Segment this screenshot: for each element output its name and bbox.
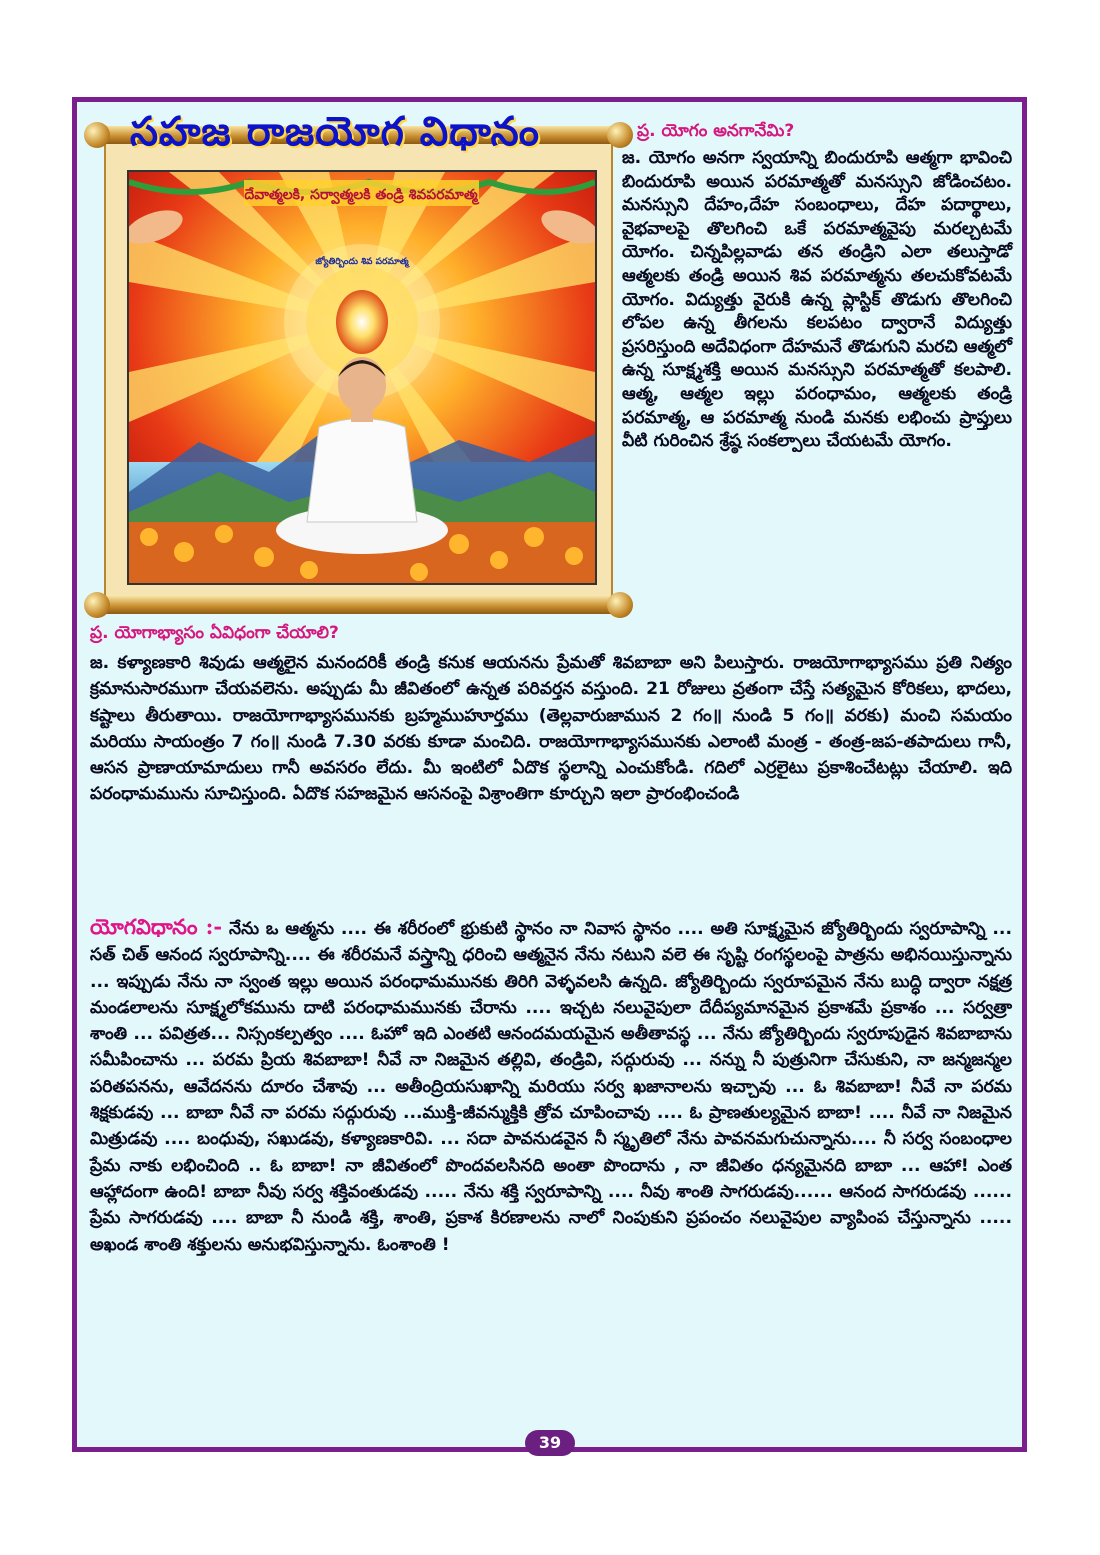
scroll-knob-icon [84,122,110,148]
painting-image [129,172,595,583]
meditation-paragraph [90,914,1012,1258]
answer-how-to-practice: జ. కళ్యాణకారి శివుడు ఆత్మలైన మనందరికీ తండ్రి కనుక ఆయనను ప్రేమతో శివబాబా అని పిలుస్తారు. రాజయోగాభ్యాసము ప్రతి నిత్యం క్రమానుసారముగా చేయవలెను. అప్పుడు మీ జీవితంలో ఉన్నత పరివర్తన వస్తుంది. 21 రోజులు వ్రతంగా చేస్తే సత్యమైన కోరికలు, భాదలు, కష్టాలు తీరుతాయి. రాజయోగాభ్యాసమునకు బ్రహ్మముహూర్తము (తెల్లవారుజామున 2 గం॥ నుండి 5 గం॥ వరకు) మంచి సమయం మరియు సాయంత్రం 7 గం॥ నుండి 7.30 వరకు కూడా మంచిది. రాజయోగాభ్యాసమునకు ఎలాంటి మంత్ర - తంత్ర-జప-తపాదులు గానీ, ఆసన ప్రాణాయామాదులు గానీ అవసరం లేదు. మీ ఇంటిలో ఏదొక స్థలాన్ని ఎంచుకోండి. గదిలో ఎర్రలైటు ప్రకాశించేటట్లు చేయాలి. ఇది పరంధామమును సూచిస్తుంది. ఏదొక సహజమైన ఆసనంపై విశ్రాంతిగా కూర్చుని ఇలా ప్రారంభించండి [90,653,1012,805]
scroll-knob-icon [84,592,110,618]
question-what-is-yoga: ప్ర. యోగం అనగానేమి? [637,121,795,141]
page-number: 39 [525,1430,575,1456]
meditation-heading: యోగవిధానం :- [90,914,223,939]
page-title: సహజ రాజయోగ విధానం [130,108,540,155]
question-how-to-practice: ప్ర. యోగాభ్యాసం ఏవిధంగా చేయాలి? [90,623,339,643]
painting-halo-text: జ్యోతిర్బిందు శివ పరమాత్మ [315,257,409,267]
painting-banner: దేవాత్మలకి, సర్వాత్మలకి తండ్రి శివపరమాత్మ [244,187,478,203]
answer-what-is-yoga: జ. యోగం అనగా స్వయాన్ని బిందురూపి ఆత్మగా భావించి బిందురూపి అయిన పరమాత్మతో మనస్సుని జోడించటం. మనస్సుని దేహం,దేహ సంబంధాలు, దేహ పదార్థాలు, వైభవాలపై తొలగించి ఒకే పరమాత్మవైపు మరల్చటమే యోగం. చిన్నపిల్లవాడు తన తండ్రిని ఎలా తలుస్తాడో ఆత్మలకు తండ్రి అయిన శివ పరమాత్మను తలచుకోవటమే యోగం. విద్యుత్తు వైరుకి ఉన్న ప్లాస్టిక్ తొడుగు తొలగించి లోపల ఉన్న తీగలను కలపటం ద్వారానే విద్యుత్తు ప్రసరిస్తుంది అదేవిధంగా దేహమనే తొడుగుని మరచి ఆత్మలో ఉన్న సూక్ష్మశక్తి అయిన మనస్సుని పరమాత్మతో కలపాలి. ఆత్మ, ఆత్మల ఇల్లు పరంధామం, ఆత్మలకు తండ్రి పరమాత్మ, ఆ పరమాత్మ నుండి మనకు లభించు ప్రాప్తులు వీటి గురించిన శ్రేష్ఠ సంకల్పాలు చేయటమే యోగం. [622,148,1012,452]
scroll-knob-icon [607,592,633,618]
scroll-knob-icon [607,122,633,148]
meditation-painting [127,170,597,585]
meditation-text: నేను ఒ ఆత్మను .... ఈ శరీరంలో భ్రుకుటి స్థానం నా నివాస స్థానం .... అతి సూక్ష్మమైన జ్యోతిర్బిందు స్వరూపాన్ని ... సత్ చిత్ ఆనంద స్వరూపాన్ని.... ఈ శరీరమనే వస్త్రాన్ని ధరించి ఆత్మనైన నేను నటుని వలె ఈ సృష్టి రంగస్థలంపై పాత్రను అభినయిస్తున్నాను ... ఇప్పుడు నేను నా స్వంత ఇల్లు అయిన పరంధామమునకు తిరిగి వెళ్ళవలసి ఉన్నది. జ్యోతిర్బిందు స్వరూపమైన నేను బుద్ధి ద్వారా నక్షత్ర మండలాలను సూక్ష్మలోకమును దాటి పరంధామమునకు చేరాను .... ఇచ్చట నలువైపులా దేదీప్యమానమైన ప్రకాశమే ప్రకాశం ... సర్వత్రా శాంతి ... పవిత్రత... నిస్సంకల్పత్వం .... ఓహో ఇది ఎంతటి ఆనందమయమైన అతీతావస్థ ... నేను జ్యోతిర్బిందు స్వరూపుడైన శివబాబాను సమీపించాను ... పరమ ప్రియ శివబాబా! నీవే నా నిజమైన తల్లివి, తండ్రివి, సద్గురువు ... నన్ను నీ పుత్రునిగా చేసుకుని, నా జన్మజన్మల పరితపనను, ఆవేదనను దూరం చేశావు ... అతీంద్రియసుఖాన్ని మరియు సర్వ ఖజానాలను ఇచ్చావు ... ఓ శివబాబా! నీవే నా పరమ శిక్షకుడవు ... బాబా నీవే నా పరమ సద్గురువు ...ముక్తి-జీవన్ముక్తికి త్రోవ చూపించావు .... ఓ ప్రాణతుల్యమైన బాబా! .... నీవే నా నిజమైన మిత్రుడవు .... బంధువు, సఖుడవు, కళ్యాణకారివి. ... సదా పావనుడవైన నీ స్మృతిలో నేను పావనమగుచున్నాను.... నీ సర్వ సంబంధాల ప్రేమ నాకు లభించింది .. ఓ బాబా! నా జీవితంలో పొందవలసినది అంతా పొందాను , నా జీవితం ధన్యమైనది బాబా ... ఆహా! ఎంత ఆహ్లాదంగా ఉంది! బాబా నీవు సర్వ శక్తివంతుడవు ..... నేను శక్తి స్వరూపాన్ని .... నీవు శాంతి సాగరుడవు...... ఆనంద సాగరుడవు ...... ప్రేమ సాగరుడవు .... బాబా నీ నుండి శక్తి, శాంతి, ప్రకాశ కిరణాలను నాలో నింపుకుని ప్రపంచం నలువైపుల వ్యాపింప చేస్తున్నాను ..... అఖండ శాంతి శక్తులను అనుభవిస్తున్నాను. ఓంశాంతి ! [90,919,1012,1255]
scroll-rod-bottom [90,596,627,614]
